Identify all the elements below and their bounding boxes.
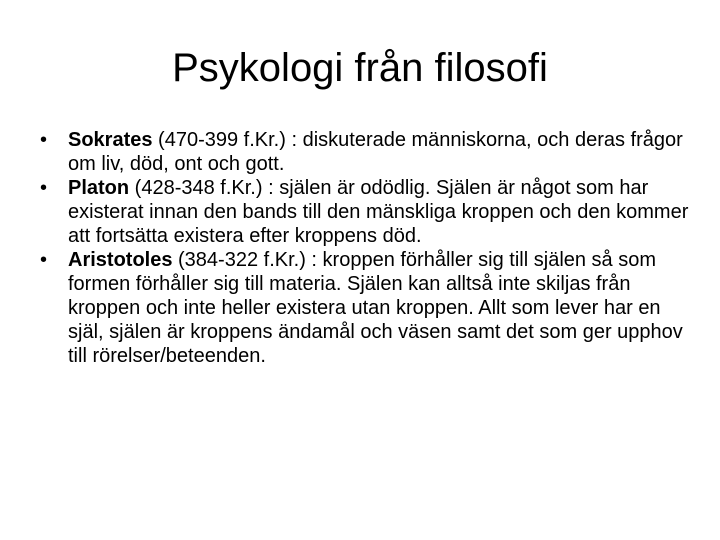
bullet-item-aristotoles xyxy=(40,248,690,368)
bullet-list xyxy=(40,128,690,368)
bullet-text: (384-322 f.Kr.) : kroppen förhåller sig till själen så som formen förhåller sig till materia. Själen kan alltså inte skiljas från kroppen och inte heller existera utan kroppen. Allt som lever har en själ, själen är kroppens ändamål och väsen samt det som ger upphov till rörelser/beteenden. xyxy=(68,249,683,367)
bullet-name: Sokrates xyxy=(68,129,153,151)
bullet-icon: • xyxy=(40,177,48,199)
bullet-name: Platon xyxy=(68,177,130,199)
slide-title: Psykologi från filosofi xyxy=(172,46,548,90)
bullet-item-sokrates xyxy=(40,128,690,176)
bullet-text: (470-399 f.Kr.) : diskuterade människorna, och deras frågor om liv, död, ont och gott. xyxy=(68,129,683,175)
bullet-icon: • xyxy=(40,249,48,271)
bullet-name: Aristotoles xyxy=(68,249,173,271)
bullet-text: (428-348 f.Kr.) : själen är odödlig. Själen är något som har existerat innan den bands till den mänskliga kroppen och den kommer att fortsätta existera efter kroppens död. xyxy=(68,177,689,247)
bullet-item-platon xyxy=(40,176,690,248)
bullet-icon: • xyxy=(40,129,48,151)
